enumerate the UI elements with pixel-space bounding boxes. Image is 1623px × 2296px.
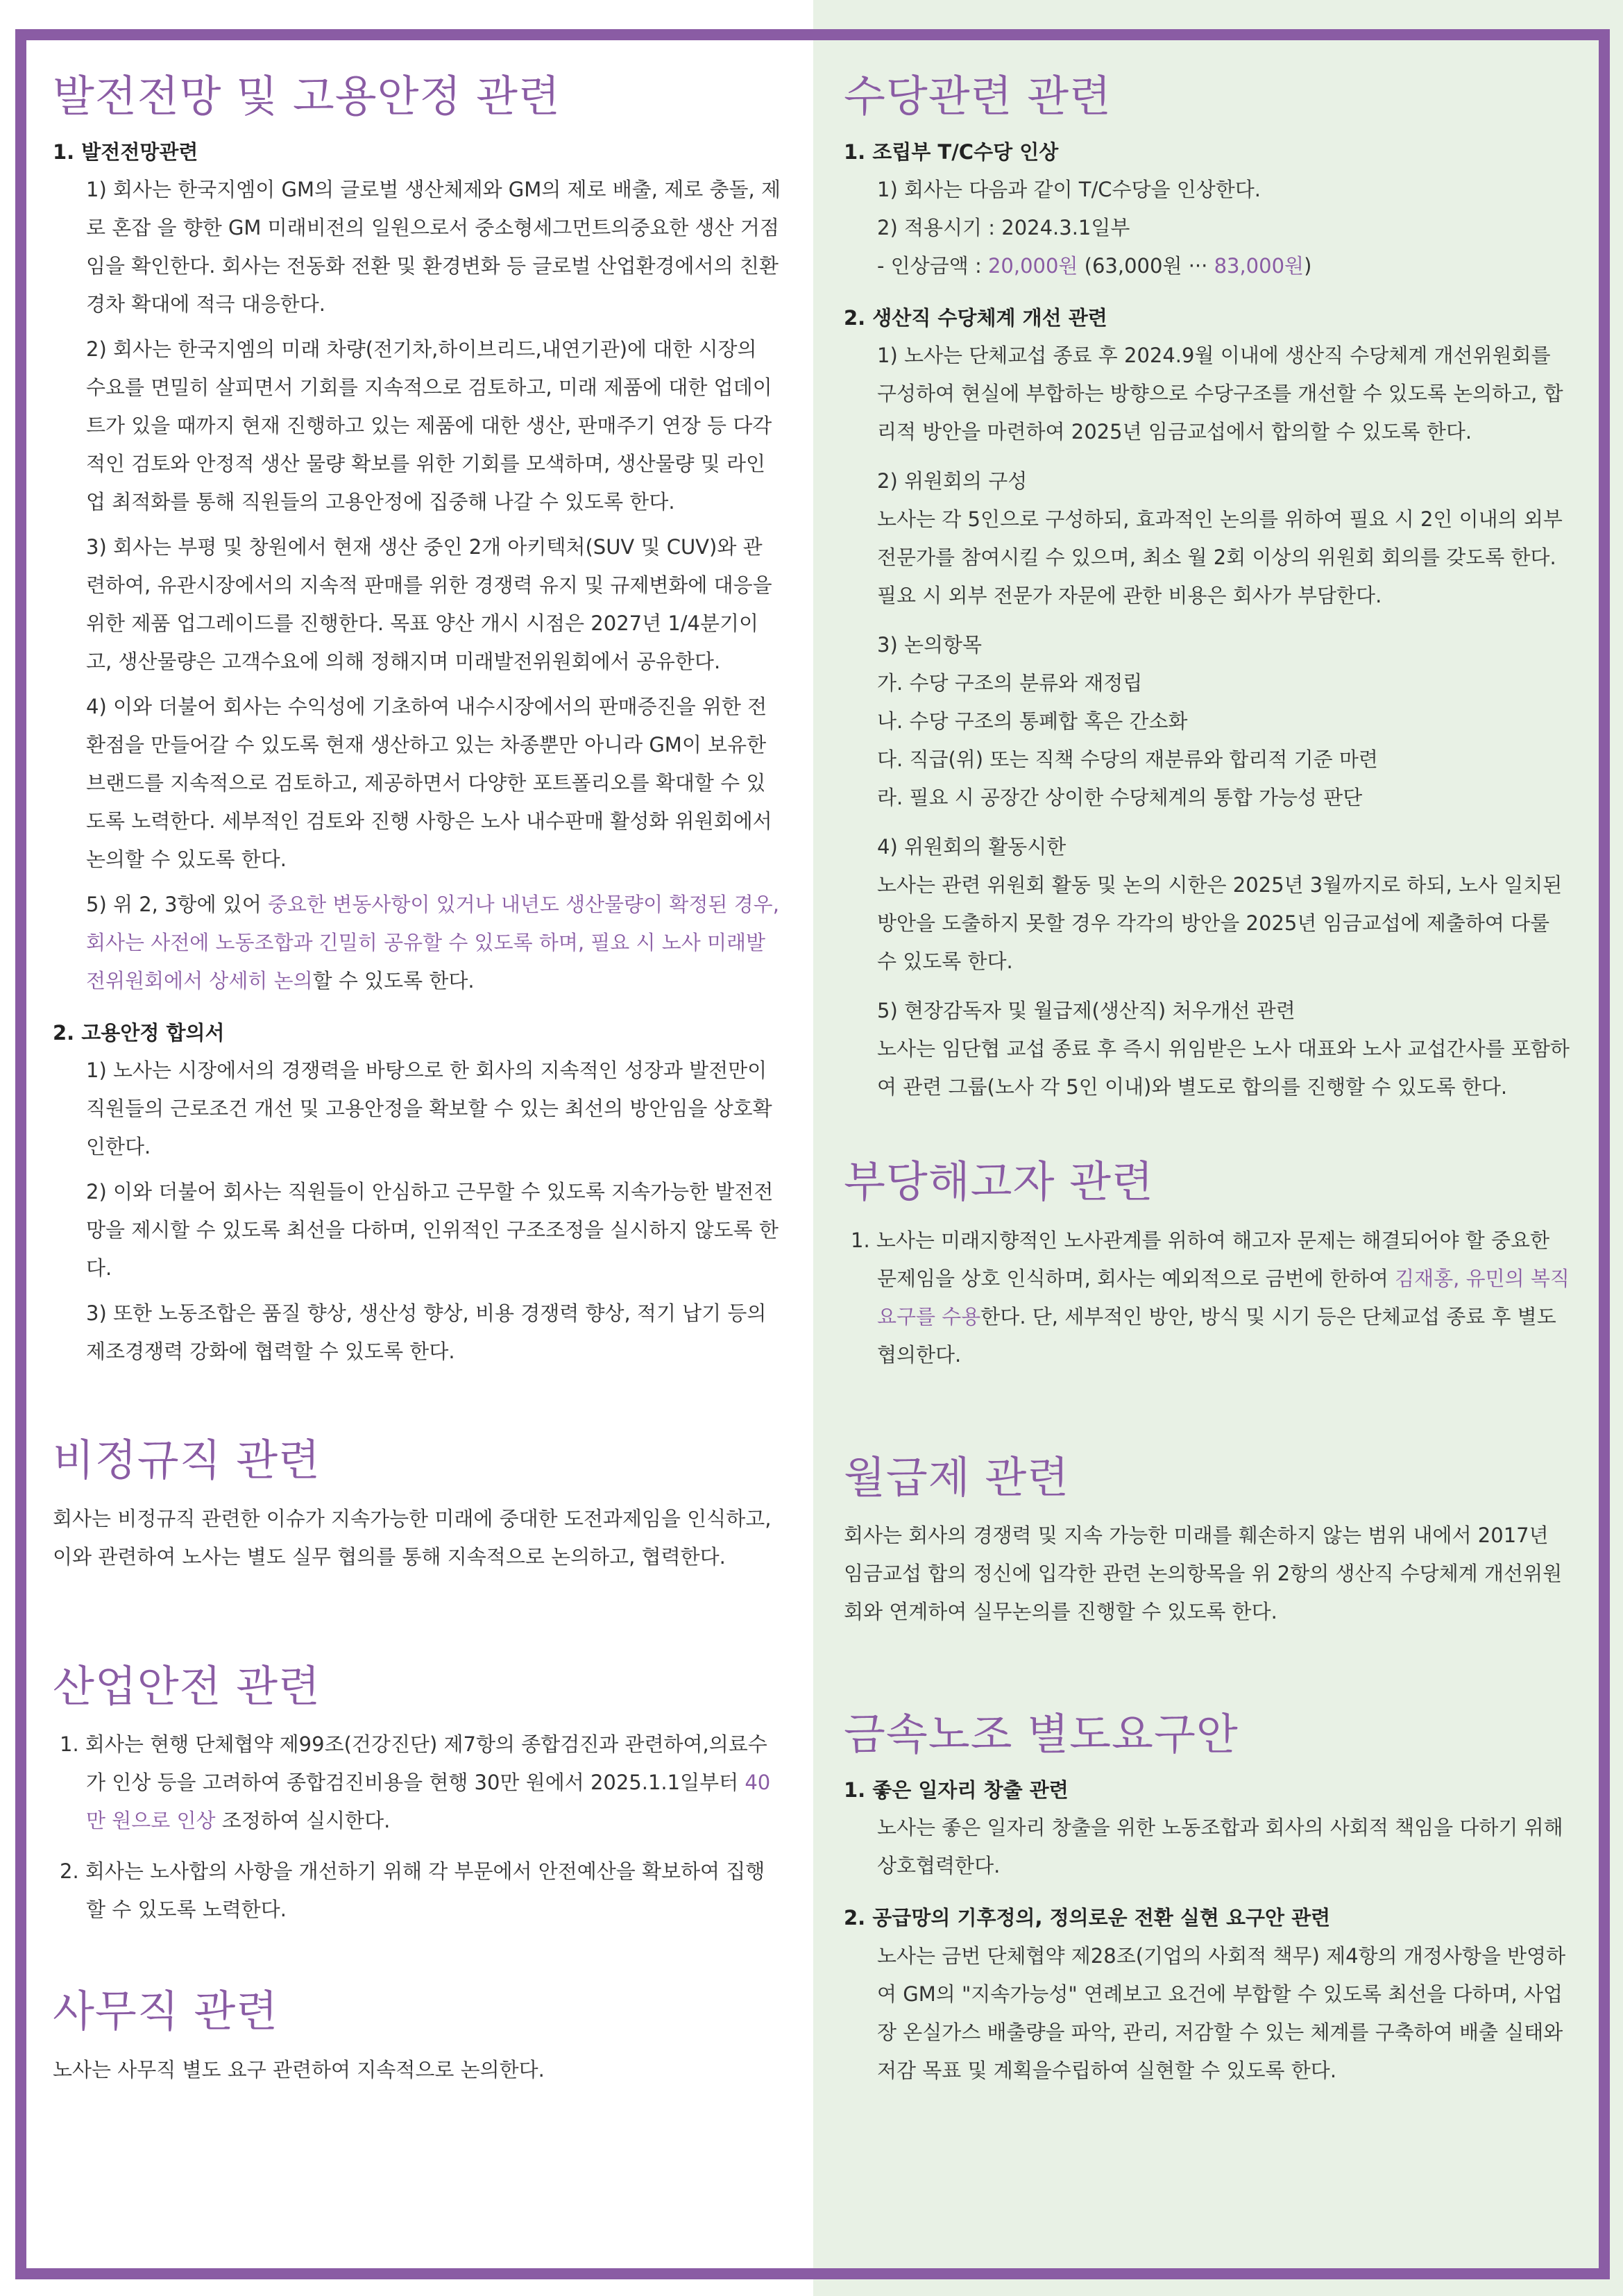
list-item: 라. 필요 시 공장간 상이한 수당체계의 통합 가능성 판단	[877, 786, 1363, 810]
clause: 1) 노사는 시장에서의 경쟁력을 바탕으로 한 회사의 지속적인 성장과 발전만이 직원들의 근로조건 개선 및 고용안정을 확보할 수 있는 최선의 방안임을 상호확인한다.	[86, 1058, 772, 1159]
section-office-workers	[53, 1984, 781, 2089]
clause: 2) 적용시기 : 2024.3.1일부	[877, 215, 1130, 239]
section-title: 사무직 관련	[53, 1986, 279, 2037]
highlight-text: 김재홍, 유민의 복직 요구를 수용	[877, 1266, 1570, 1328]
clause: 노사는 좋은 일자리 창출을 위한 노동조합과 회사의 사회적 책임을 다하기 위해 상호협력한다.	[877, 1816, 1563, 1878]
clause: 노사는 금번 단체협약 제28조(기업의 사회적 책무) 제4항의 개정사항을 반영하여 GM의 "지속가능성" 연례보고 요건에 부합할 수 있도록 최선을 다하며, 사업장 온실가스 배출량을 파악, 관리, 저감할 수 있는 체계를 구축하여 배출 실태와 저감 목표 및 계획을수립하여 실현할 수 있도록 한다.	[877, 1943, 1566, 2082]
paragraph: 회사는 비정규직 관련한 이슈가 지속가능한 미래에 중대한 도전과제임을 인식하고, 이와 관련하여 노사는 별도 실무 협의를 통해 지속적으로 논의하고, 협력한다.	[53, 1506, 772, 1569]
highlight-text: 중요한 변동사항이 있거나 내년도 생산물량이 확정된 경우, 회사는 사전에 노동조합과 긴밀히 공유할 수 있도록 하며, 필요 시 노사 미래발전위원회에서 상세히 논의	[86, 892, 779, 993]
clause: 1) 회사는 다음과 같이 T/C수당을 인상한다.	[877, 177, 1261, 201]
section-industrial-safety	[53, 1660, 781, 1930]
paragraph: 회사는 회사의 경쟁력 및 지속 가능한 미래를 훼손하지 않는 범위 내에서 2017년 임금교섭 합의 정신에 입각한 관련 논의항목을 위 2항의 생산직 수당체계 개선위원회와 연계하여 실무논의를 진행할 수 있도록 한다.	[844, 1523, 1563, 1624]
left-column	[53, 69, 781, 2096]
paragraph: 노사는 사무직 별도 요구 관련하여 지속적으로 논의한다.	[53, 2057, 545, 2082]
subsection-title: 1. 발전전망관련	[53, 140, 198, 164]
clause-text: 조정하여 실시한다.	[215, 1809, 391, 1833]
subsection-title: 1. 좋은 일자리 창출 관련	[844, 1778, 1069, 1802]
section-title: 수당관련 관련	[844, 71, 1112, 121]
clause: 2) 회사는 한국지엠의 미래 차량(전기차,하이브리드,내연기관)에 대한 시장의 수요를 면밀히 살피면서 기회를 지속적으로 검토하고, 미래 제품에 대한 업데이트가 있을 때까지 현재 진행하고 있는 제품에 대한 생산, 판매주기 연장 등 다각적인 검토와 안정적 생산 물량 확보를 위한 기회를 모색하며, 생산물량 및 라인업 최적화를 통해 직원들의 고용안정에 집중해 나갈 수 있도록 한다.	[86, 337, 772, 514]
right-column	[844, 69, 1572, 2097]
list-item: 나. 수당 구조의 통폐합 혹은 간소화	[877, 709, 1188, 734]
clause	[53, 886, 781, 1000]
list-item: 다. 직급(위) 또는 직책 수당의 재분류와 합리적 기준 마련	[877, 748, 1378, 772]
subsection-title: 2. 고용안정 합의서	[53, 1020, 225, 1045]
clause	[844, 1222, 1572, 1374]
clause-text: - 인상금액 :	[877, 253, 988, 278]
section-title: 산업안전 관련	[53, 1660, 321, 1712]
clause-text: )	[1304, 253, 1312, 278]
clause: 1) 노사는 단체교섭 종료 후 2024.9월 이내에 생산직 수당체계 개선위원회를 구성하여 현실에 부합하는 방향으로 수당구조를 개선할 수 있도록 논의하고, 합리적 방안을 마련하여 2025년 임금교섭에서 합의할 수 있도록 한다.	[877, 344, 1563, 444]
clause: 2. 회사는 노사합의 사항을 개선하기 위해 각 부문에서 안전예산을 확보하여 집행할 수 있도록 노력한다.	[60, 1859, 765, 1922]
clause-text: (63,000원 ···	[1078, 253, 1214, 278]
highlight-text: 40만 원으로 인상	[86, 1771, 771, 1833]
section-title: 금속노조 별도요구안	[844, 1709, 1239, 1760]
section-title: 부당해고자 관련	[844, 1156, 1154, 1208]
clause-heading: 4) 위원회의 활동시한	[877, 835, 1067, 859]
section-development-employment	[53, 69, 781, 1371]
clause: 2) 이와 더불어 회사는 직원들이 안심하고 근무할 수 있도록 지속가능한 발전전망을 제시할 수 있도록 최선을 다하며, 인위적인 구조조정을 실시하지 않도록 한다.	[86, 1180, 779, 1281]
clause-text: 할 수 있도록 한다.	[312, 968, 475, 993]
section-allowance	[844, 69, 1572, 1106]
clause	[53, 1725, 781, 1840]
clause-heading: 2) 위원회의 구성	[877, 469, 1028, 493]
clause: 1) 회사는 한국지엠이 GM의 글로벌 생산체제와 GM의 제로 배출, 제로 충돌, 제로 혼잡 을 향한 GM 미래비전의 일원으로서 중소형세그먼트의중요한 생산 거점임을 확인한다. 회사는 전동화 전환 및 환경변화 등 글로벌 산업환경에서의 친환경차 확대에 적극 대응한다.	[86, 177, 781, 316]
clause-heading: 3) 논의항목	[877, 633, 983, 657]
section-title: 발전전망 및 고용안정 관련	[53, 71, 561, 121]
clause: 노사는 관련 위원회 활동 및 논의 시한은 2025년 3월까지로 하되, 노사 일치된 방안을 도출하지 못할 경우 각각의 방안을 2025년 임금교섭에 제출하여 다룰 수 있도록 한다.	[877, 873, 1563, 974]
subsection-title: 2. 공급망의 기후정의, 정의로운 전환 실현 요구안 관련	[844, 1906, 1331, 1930]
section-unfair-dismissal	[844, 1155, 1572, 1374]
subsection-title: 2. 생산직 수당체계 개선 관련	[844, 305, 1107, 330]
clause-text: 5) 위 2, 3항에 있어	[86, 892, 269, 916]
clause-text: 한다. 단, 세부적인 방안, 방식 및 시기 등은 단체교섭 종료 후 별도 협의한다.	[877, 1304, 1556, 1367]
clause: 4) 이와 더불어 회사는 수익성에 기초하여 내수시장에서의 판매증진을 위한 전환점을 만들어갈 수 있도록 현재 생산하고 있는 차종뿐만 아니라 GM이 보유한 브랜드를 지속적으로 검토하고, 제공하면서 다양한 포트폴리오를 확대할 수 있도록 노력한다. 세부적인 검토와 진행 사항은 노사 내수판매 활성화 위원회에서 논의할 수 있도록 한다.	[86, 694, 772, 871]
clause-heading: 5) 현장감독자 및 월급제(생산직) 처우개선 관련	[877, 999, 1295, 1023]
section-title: 비정규직 관련	[53, 1435, 321, 1486]
clause: 노사는 임단협 교섭 종료 후 즉시 위임받은 노사 대표와 노사 교섭간사를 포함하여 관련 그룹(노사 각 5인 이내)와 별도로 합의를 진행할 수 있도록 한다.	[877, 1037, 1570, 1099]
highlight-text: 20,000원	[987, 253, 1078, 278]
clause: 노사는 각 5인으로 구성하되, 효과적인 논의를 위하여 필요 시 2인 이내의 외부전문가를 참여시킬 수 있으며, 최소 월 2회 이상의 위원회 회의를 갖도록 한다. 필요 시 외부 전문가 자문에 관한 비용은 회사가 부담한다.	[877, 507, 1563, 608]
clause: 3) 또한 노동조합은 품질 향상, 생산성 향상, 비용 경쟁력 향상, 적기 납기 등의 제조경쟁력 강화에 협력할 수 있도록 한다.	[86, 1301, 767, 1364]
section-metal-union-demands	[844, 1707, 1572, 2089]
section-monthly-salary	[844, 1451, 1572, 1632]
clause: 3) 회사는 부평 및 창원에서 현재 생산 중인 2개 아키텍처(SUV 및 CUV)와 관련하여, 유관시장에서의 지속적 판매를 위한 경쟁력 유지 및 규제변화에 대응을 위한 제품 업그레이드를 진행한다. 목표 양산 개시 시점은 2027년 1/4분기이고, 생산물량은 고객수요에 의해 정해지며 미래발전위원회에서 공유한다.	[86, 534, 772, 673]
clause-text: 1. 노사는 미래지향적인 노사관계를 위하여 해고자 문제는 해결되어야 할 중요한 문제임을 상호 인식하며, 회사는 예외적으로 금번에 한하여	[851, 1228, 1550, 1290]
clause	[844, 247, 1572, 285]
list-item: 가. 수당 구조의 분류와 재정립	[877, 671, 1143, 695]
section-title: 월급제 관련	[844, 1451, 1070, 1503]
section-irregular-workers	[53, 1433, 781, 1576]
subsection-title: 1. 조립부 T/C수당 인상	[844, 140, 1059, 164]
highlight-text: 83,000원	[1214, 253, 1305, 278]
clause-text: 1. 회사는 현행 단체협약 제99조(건강진단) 제7항의 종합검진과 관련하여,의료수가 인상 등을 고려하여 종합검진비용을 현행 30만 원에서 2025.1.1일부터	[60, 1732, 767, 1795]
